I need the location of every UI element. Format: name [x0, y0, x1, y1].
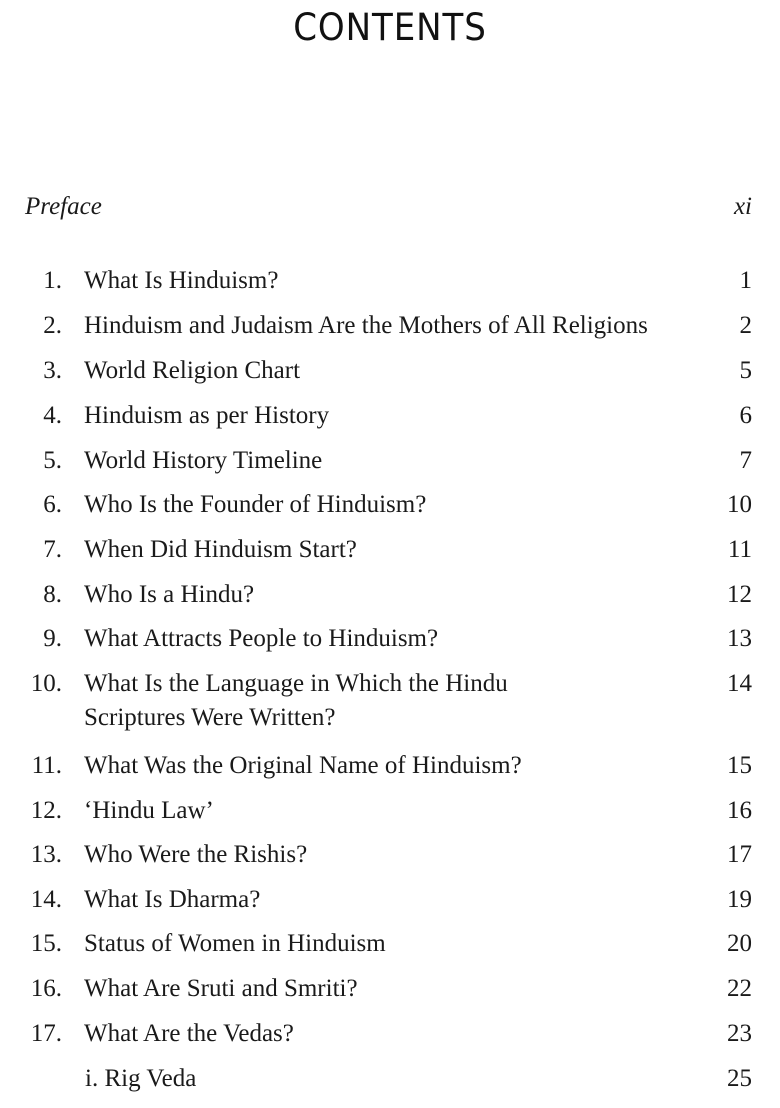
toc-entry-number: 4.: [43, 402, 62, 429]
toc-entry-title: When Did Hinduism Start?: [84, 536, 357, 563]
toc-entry-title: Hinduism as per History: [84, 402, 330, 429]
toc-entry-title: What Is Hinduism?: [84, 267, 279, 294]
toc-entry-title: What Was the Original Name of Hinduism?: [84, 752, 522, 779]
toc-entry[interactable]: [0, 483, 780, 527]
toc-entry-number: 11.: [31, 752, 62, 779]
toc-entry-title: Who Were the Rishis?: [84, 841, 308, 868]
toc-entry-number: 15.: [30, 930, 62, 957]
toc-entry[interactable]: [0, 789, 780, 833]
toc-entry-number: 12.: [30, 797, 62, 824]
toc-entry-title: Who Is the Founder of Hinduism?: [84, 491, 427, 518]
toc-entry-page: 14: [727, 670, 752, 697]
toc-entry-number: 13.: [30, 841, 62, 868]
toc-entry-page: 23: [727, 1020, 752, 1047]
toc-entry-number: 7.: [43, 536, 62, 563]
toc-entry[interactable]: [0, 967, 780, 1011]
toc-entry[interactable]: [0, 259, 780, 303]
toc-entry[interactable]: [0, 573, 780, 617]
toc-entry-page: 6: [739, 402, 752, 429]
toc-entry-number: 10.: [30, 670, 62, 697]
toc-entry[interactable]: [0, 394, 780, 438]
toc-entry-page: 13: [727, 625, 752, 652]
toc-entry[interactable]: [0, 833, 780, 877]
toc-entry-page: 10: [727, 491, 752, 518]
toc-entry-page: 20: [727, 930, 752, 957]
toc-entry[interactable]: [0, 922, 780, 966]
toc-entry[interactable]: [0, 878, 780, 922]
toc-entry-page: 12: [727, 581, 752, 608]
toc-entry-title: World History Timeline: [84, 447, 323, 474]
toc-entry[interactable]: [0, 439, 780, 483]
toc-entry[interactable]: [0, 744, 780, 788]
toc-entry-title: What Is the Language in Which the Hindu: [84, 670, 508, 697]
toc-entry-title: What Are Sruti and Smriti?: [84, 975, 358, 1002]
toc-entry-page: 25: [727, 1065, 752, 1092]
toc-entry-page: 11: [727, 536, 752, 563]
toc-entry-page: 22: [727, 975, 752, 1002]
toc-entry-page: xi: [733, 193, 752, 220]
toc-entry-title: World Religion Chart: [84, 357, 301, 384]
toc-entry-number: 3.: [43, 357, 62, 384]
toc-entry-number: 2.: [43, 312, 62, 339]
toc-entry-title: Preface: [25, 193, 102, 220]
toc-entry-number: 6.: [43, 491, 62, 518]
toc-entry[interactable]: [0, 528, 780, 572]
toc-entry[interactable]: [0, 662, 780, 742]
toc-entry-page: 16: [727, 797, 752, 824]
toc-entry-page: 17: [727, 841, 752, 868]
toc-entry-page: 15: [727, 752, 752, 779]
toc-entry[interactable]: [0, 1012, 780, 1056]
toc-entry-number: 17.: [30, 1020, 62, 1047]
toc-entry-number: 8.: [43, 581, 62, 608]
toc-entry-page: 5: [739, 357, 752, 384]
toc-entry-title: Who Is a Hindu?: [84, 581, 255, 608]
toc-entry-page: 19: [727, 886, 752, 913]
toc-entry-page: 2: [739, 312, 752, 339]
toc-entry-number: 1.: [43, 267, 62, 294]
toc-entry[interactable]: [0, 304, 780, 348]
toc-entry-title: What Is Dharma?: [84, 886, 261, 913]
toc-sub-entry[interactable]: [0, 1057, 780, 1101]
toc-entry-title: What Are the Vedas?: [84, 1020, 294, 1047]
toc-entry-page: 7: [739, 447, 752, 474]
toc-entry[interactable]: [0, 617, 780, 661]
toc-entry-number: 5.: [43, 447, 62, 474]
toc-entry-number: 16.: [30, 975, 62, 1002]
toc-entry-title-continuation: Scriptures Were Written?: [84, 704, 336, 731]
toc-entry-preface[interactable]: [0, 185, 780, 229]
toc-entry-title: ‘Hindu Law’: [84, 797, 214, 824]
toc-entry-number: 9.: [43, 625, 62, 652]
toc-entry-title: Hinduism and Judaism Are the Mothers of All Religions: [84, 312, 648, 339]
toc-entry-page: 1: [739, 267, 752, 294]
toc-entry-title: i. Rig Veda: [85, 1065, 197, 1092]
page-title: CONTENTS: [293, 6, 487, 49]
toc-entry-title: Status of Women in Hinduism: [84, 930, 386, 957]
toc-entry-number: 14.: [30, 886, 62, 913]
toc-entry-title: What Attracts People to Hinduism?: [84, 625, 439, 652]
toc-entry[interactable]: [0, 349, 780, 393]
